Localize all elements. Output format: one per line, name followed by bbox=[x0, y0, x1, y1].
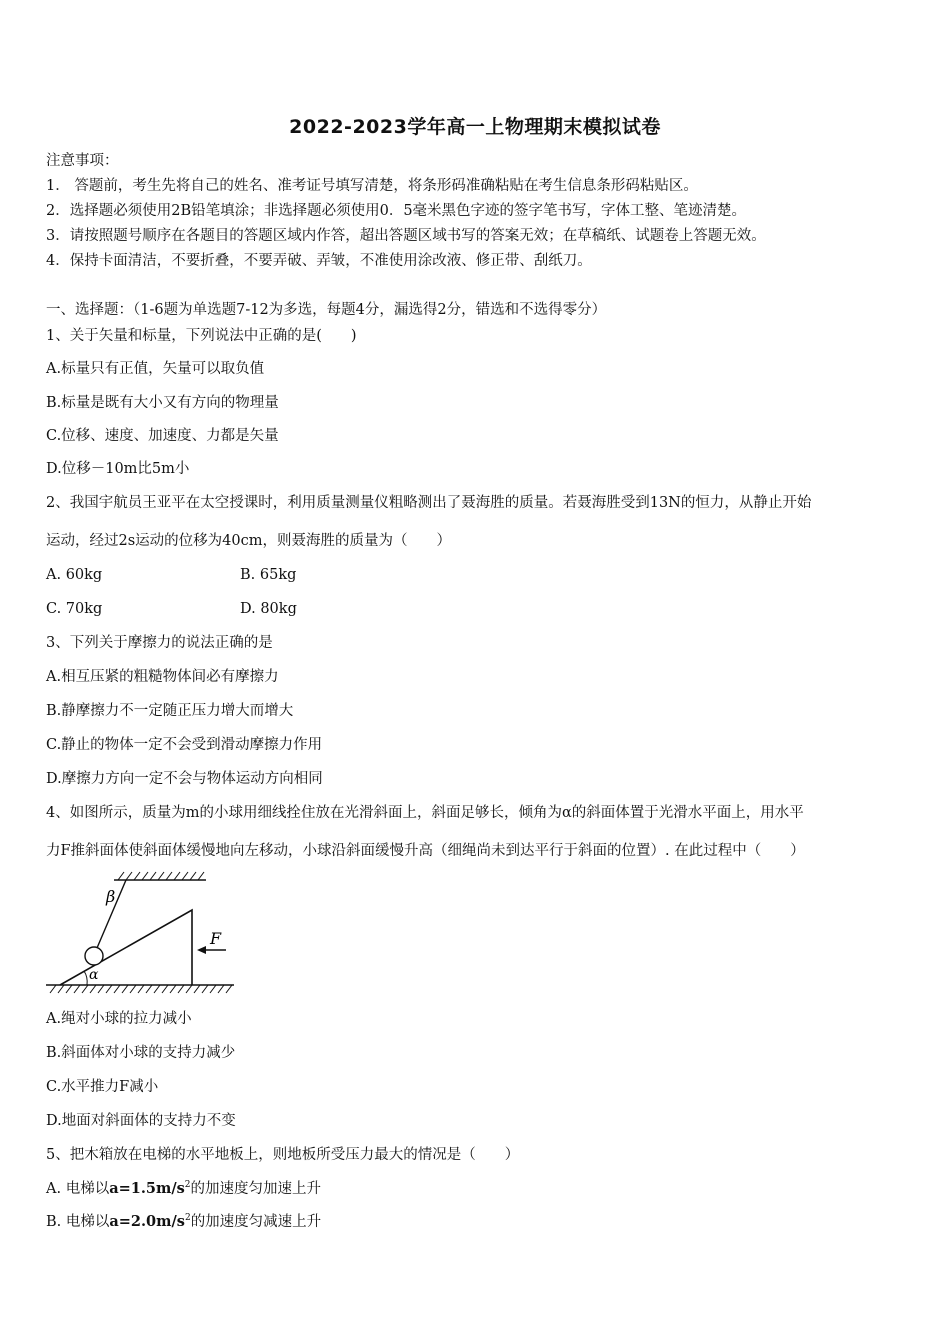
ceiling-support bbox=[114, 872, 206, 880]
exam-title: 2022-2023学年高一上物理期末模拟试卷 bbox=[289, 116, 661, 138]
q4-stem-line2: 力F推斜面体使斜面体缓慢地向左移动，小球沿斜面缓慢升高（细绳尚未到达平行于斜面的位置）. 在此过程中（ ） bbox=[46, 843, 805, 859]
q4-option-d: D.地面对斜面体的支持力不变 bbox=[46, 1113, 236, 1129]
label-force: F bbox=[210, 929, 222, 948]
q2-stem-line1: 2、我国宇航员王亚平在太空授课时，利用质量测量仪粗略测出了聂海胜的质量。若聂海胜受到13N的恒力，从静止开始 bbox=[46, 495, 812, 511]
q2-option-b: B. 65kg bbox=[240, 567, 297, 583]
notice-item-1: 1． 答题前，考生先将自己的姓名、准考证号填写清楚，将条形码准确粘贴在考生信息条形码粘贴区。 bbox=[46, 178, 698, 194]
notice-heading: 注意事项： bbox=[46, 153, 119, 169]
q5-option-a-exponent: 2 bbox=[184, 1180, 191, 1191]
q1-option-b: B.标量是既有大小又有方向的物理量 bbox=[46, 395, 279, 411]
q1-option-c: C.位移、速度、加速度、力都是矢量 bbox=[46, 428, 279, 444]
q5-option-b-prefix: B. 电梯以 bbox=[46, 1214, 110, 1230]
ground bbox=[46, 985, 234, 993]
q5-option-a-prefix: A. 电梯以 bbox=[46, 1181, 110, 1197]
q2-option-a: A. 60kg bbox=[46, 567, 103, 583]
q1-option-a: A.标量只有正值，矢量可以取负值 bbox=[46, 361, 265, 377]
angle-alpha-arc bbox=[84, 971, 87, 985]
q5-stem: 5、把木箱放在电梯的水平地板上，则地板所受压力最大的情况是（ ） bbox=[46, 1147, 520, 1163]
q5-option-b-math: a=2.0m/s bbox=[109, 1213, 185, 1230]
q2-option-d: D. 80kg bbox=[240, 601, 297, 617]
q5-option-b-suffix: 的加速度匀减速上升 bbox=[190, 1214, 322, 1230]
q4-option-c: C.水平推力F减小 bbox=[46, 1079, 159, 1095]
notice-item-3: 3．请按照题号顺序在各题目的答题区域内作答，超出答题区域书写的答案无效；在草稿纸、试题卷上答题无效。 bbox=[46, 228, 766, 244]
section-heading: 一、选择题：（1-6题为单选题7-12为多选，每题4分，漏选得2分，错选和不选得零分） bbox=[46, 302, 607, 318]
ball bbox=[85, 947, 103, 965]
label-alpha: α bbox=[89, 967, 99, 983]
q5-option-b-exponent: 2 bbox=[184, 1213, 191, 1224]
q5-option-a bbox=[46, 1179, 321, 1199]
q5-option-a-suffix: 的加速度匀加速上升 bbox=[190, 1181, 322, 1197]
q4-option-b: B.斜面体对小球的支持力减少 bbox=[46, 1045, 236, 1061]
incline-wedge bbox=[60, 910, 192, 985]
q4-stem-line1: 4、如图所示，质量为m的小球用细线拴住放在光滑斜面上，斜面足够长，倾角为α的斜面体置于光滑水平面上，用水平 bbox=[46, 805, 804, 821]
incline-diagram bbox=[44, 866, 236, 996]
q2-options-row2 bbox=[46, 599, 446, 619]
q1-option-d: D.位移－10m比5m小 bbox=[46, 461, 190, 477]
q3-option-d: D.摩擦力方向一定不会与物体运动方向相同 bbox=[46, 771, 323, 787]
q3-option-b: B.静摩擦力不一定随正压力增大而增大 bbox=[46, 703, 294, 719]
q5-option-a-math: a=1.5m/s bbox=[109, 1180, 185, 1197]
q3-option-c: C.静止的物体一定不会受到滑动摩擦力作用 bbox=[46, 737, 323, 753]
q2-option-c: C. 70kg bbox=[46, 601, 103, 617]
q4-option-a: A.绳对小球的拉力减小 bbox=[46, 1011, 192, 1027]
q5-option-b bbox=[46, 1212, 321, 1232]
notice-item-4: 4．保持卡面清洁，不要折叠，不要弄破、弄皱，不准使用涂改液、修正带、刮纸刀。 bbox=[46, 253, 592, 269]
q3-stem: 3、下列关于摩擦力的说法正确的是 bbox=[46, 635, 273, 651]
q2-options-row1 bbox=[46, 565, 446, 585]
notice-item-2: 2．选择题必须使用2B铅笔填涂；非选择题必须使用0．5毫米黑色字迹的签字笔书写，字体工整、笔迹清楚。 bbox=[46, 203, 747, 219]
q1-stem: 1、关于矢量和标量，下列说法中正确的是( ) bbox=[46, 328, 357, 344]
q2-stem-line2: 运动，经过2s运动的位移为40cm，则聂海胜的质量为（ ） bbox=[46, 533, 451, 549]
label-beta: β bbox=[106, 887, 116, 906]
q3-option-a: A.相互压紧的粗糙物体间必有摩擦力 bbox=[46, 669, 279, 685]
